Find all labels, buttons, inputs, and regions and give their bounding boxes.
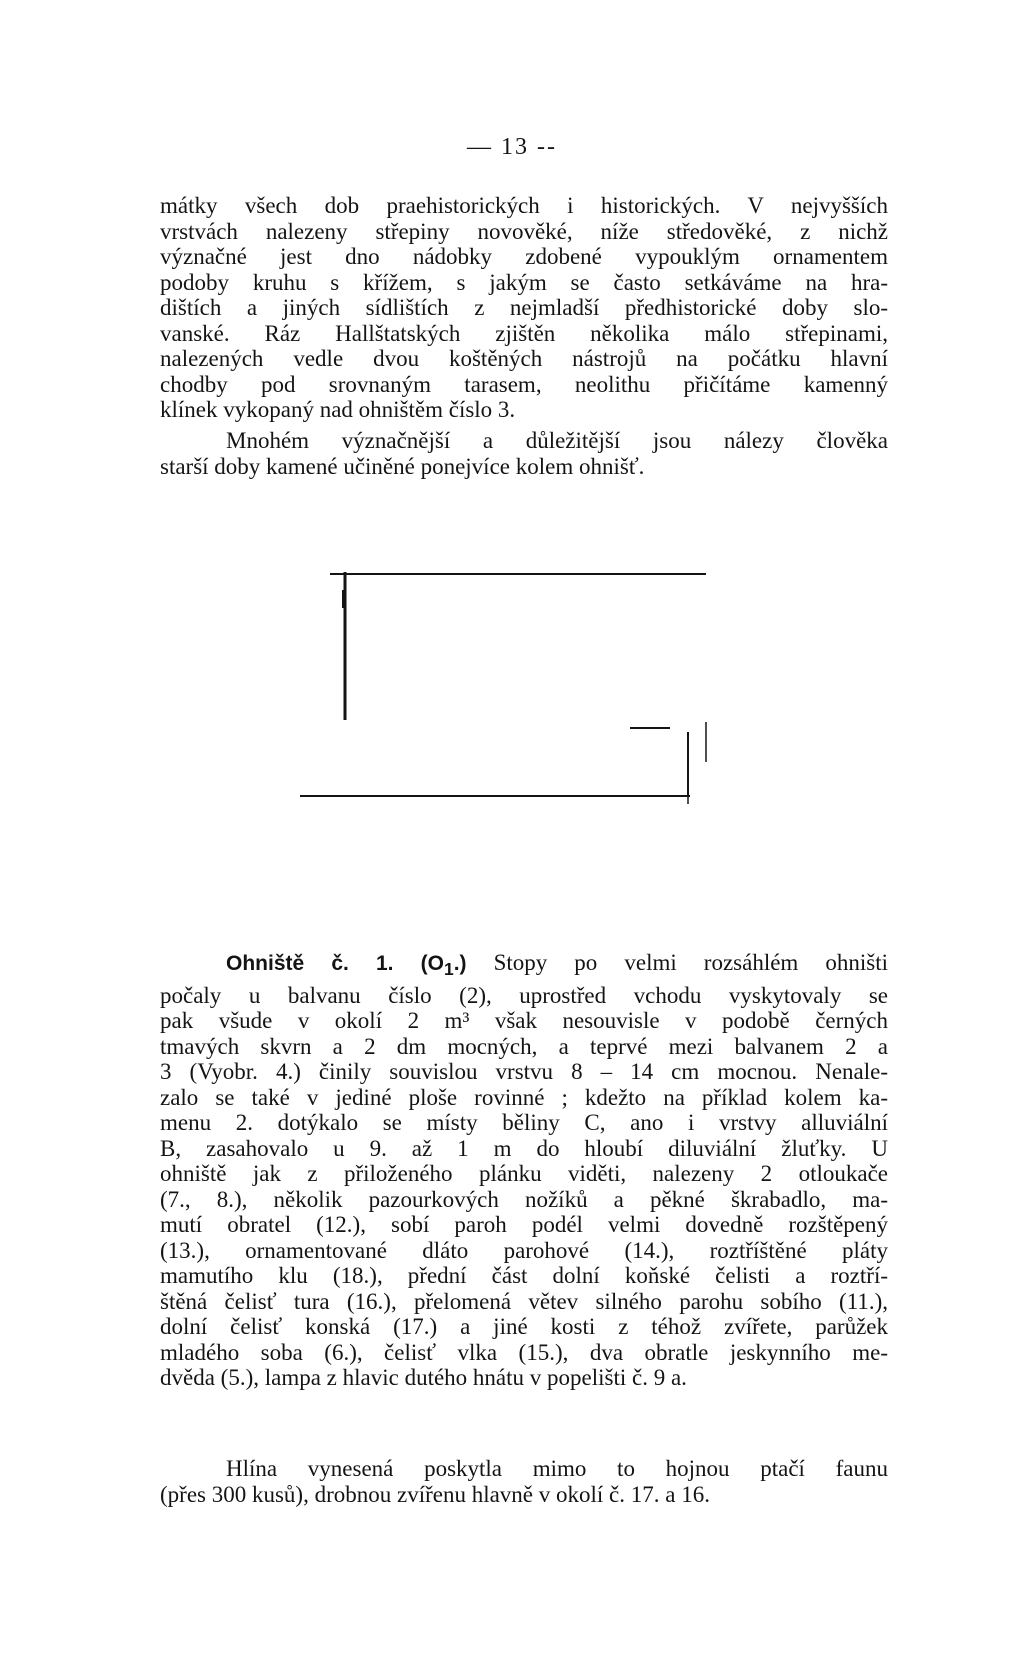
text-line: podoby kruhu s křížem, s jakým se často setkáváme na hra- bbox=[160, 269, 888, 295]
text-line: tmavých skvrn a 2 dm mocných, a teprvé mezi balvanem 2 a bbox=[160, 1033, 888, 1059]
text-line: B, zasahovalo u 9. až 1 m do hloubí diluviální žluťky. U bbox=[160, 1135, 888, 1161]
text-line: význačné jest dno nádobky zdobené vypouklým ornamentem bbox=[160, 244, 888, 269]
paragraph-1 bbox=[160, 193, 888, 423]
paragraph-4 bbox=[160, 1456, 888, 1507]
text-line: mamutího klu (18.), přední část dolní koňské čelisti a roztří- bbox=[160, 1263, 888, 1289]
paragraph-3 bbox=[160, 950, 888, 1391]
text-line: nalezených vedle dvou koštěných nástrojů na počátku hlavní bbox=[160, 346, 888, 371]
text-line: zalo se také v jediné ploše rovinné ; kdežto na příklad kolem ka- bbox=[160, 1084, 888, 1110]
page-number: — 13 -- bbox=[467, 134, 557, 160]
text-line: Mnohém význačnější a důležitější jsou nálezy člověka bbox=[226, 428, 888, 453]
text-line: starší doby kamené učiněné ponejvíce kolem ohnišť. bbox=[160, 453, 645, 479]
text-line: Hlína vynesená poskytla mimo to hojnou ptačí faunu bbox=[226, 1456, 888, 1481]
paragraph-2 bbox=[160, 428, 888, 479]
text-line: počaly u balvanu číslo (2), uprostřed vchodu vyskytovaly se bbox=[160, 982, 888, 1008]
text-line: menu 2. dotýkalo se místy běliny C, ano i vrstvy alluviální bbox=[160, 1110, 888, 1136]
text-line: mutí obratel (12.), sobí paroh podél velmi dovedně rozštěpený bbox=[160, 1212, 888, 1238]
hearth-plan-figure bbox=[300, 560, 740, 830]
text-line: 3 (Vyobr. 4.) činily souvislou vrstvu 8 – 14 cm mocnou. Nenale- bbox=[160, 1059, 888, 1085]
text-line: dvěda (5.), lampa z hlavic dutého hnátu v popelišti č. 9 a. bbox=[160, 1365, 687, 1391]
text-line: pak všude v okolí 2 m³ však nesouvisle v podobě černých bbox=[160, 1008, 888, 1034]
text-line: vrstvách nalezeny střepiny novověké, níže středověké, z nichž bbox=[160, 218, 888, 244]
text-line: (13.), ornamentované dláto parohové (14.), roztříštěné pláty bbox=[160, 1237, 888, 1263]
text-line: dolní čelisť konská (17.) a jiné kosti z téhož zvířete, parůžek bbox=[160, 1314, 888, 1340]
plan-sketch bbox=[300, 560, 740, 830]
section-heading: Ohniště č. 1. $(O_1.)$ bbox=[226, 952, 467, 980]
text-line: štěná čelisť tura (16.), přelomená větev silného parohu sobího (11.), bbox=[160, 1288, 888, 1314]
text-line: klínek vykopaný nad ohništěm číslo 3. bbox=[160, 397, 516, 422]
text-line: chodby pod srovnaným tarasem, neolithu přičítáme kamenný bbox=[160, 371, 888, 397]
text-line: mladého soba (6.), čelisť vlka (15.), dva obratle jeskynního me- bbox=[160, 1339, 888, 1365]
text-line: (přes 300 kusů), drobnou zvířenu hlavně v okolí č. 17. a 16. bbox=[160, 1481, 710, 1507]
text-line: ohniště jak z přiloženého plánku viděti, nalezeny 2 otloukače bbox=[160, 1161, 888, 1187]
text-line: dištích a jiných sídlištích z nejmladší předhistorické doby slo- bbox=[160, 295, 888, 320]
text-line: (7., 8.), několik pazourkových nožíků a pěkné škrabadlo, ma- bbox=[160, 1186, 888, 1212]
text-line: mátky všech dob praehistorických i historických. V nejvyšších bbox=[160, 193, 888, 218]
text-line: vanské. Ráz Hallštatských zjištěn několika málo střepinami, bbox=[160, 320, 888, 346]
text-line: Ohniště č. 1. $(O_1.)$ Stopy po velmi rozsáhlém ohništi bbox=[226, 950, 888, 980]
